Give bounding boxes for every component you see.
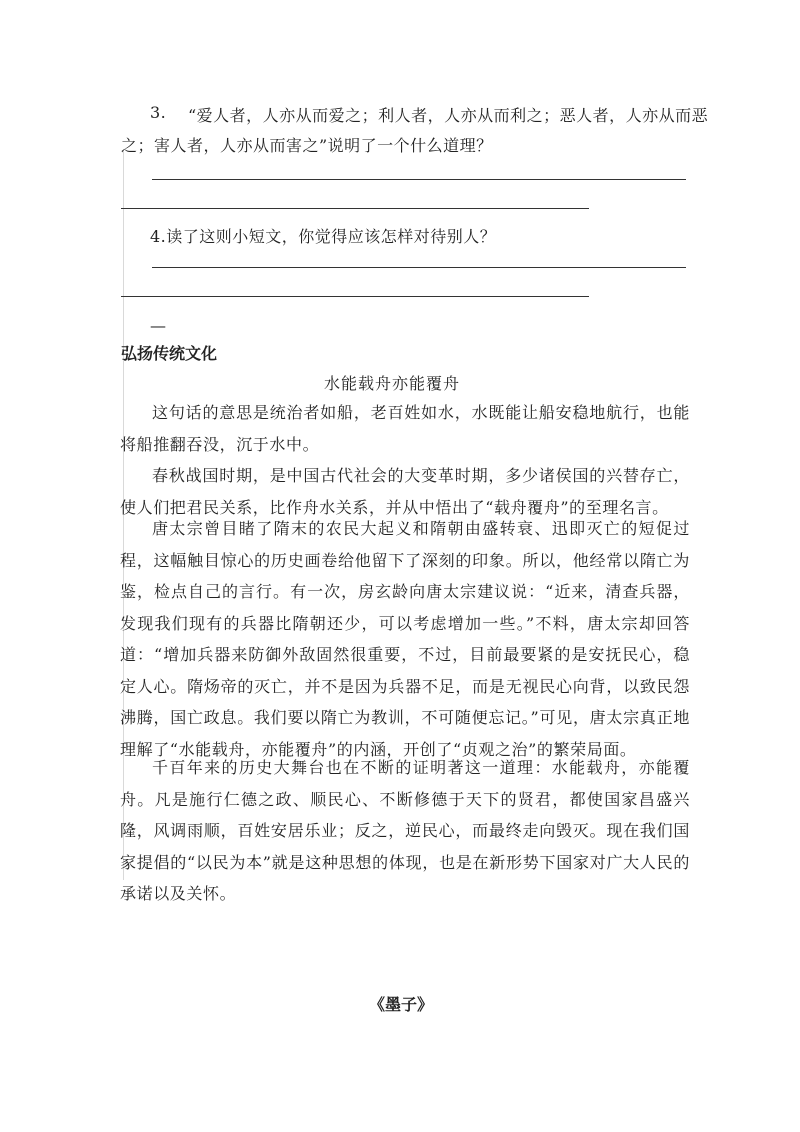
question-3-line-1: “爱人者，人亦从而爱之；利人者，人亦从而利之；恶人者，人亦从而恶 — [188, 106, 709, 125]
question-4-text: 4.读了这则小短文，你觉得应该怎样对待别人？ — [150, 227, 497, 246]
answer-line — [152, 267, 686, 268]
section-heading: 弘扬传统文化 — [121, 344, 218, 363]
article-paragraph: 春秋战国时期，是中国古代社会的大变革时期，多少诸侯国的兴替存亡，使人们把君民关系，比作舟水关系，并从中悟出了“载舟覆舟”的至理名言。 — [120, 466, 690, 517]
article-title: 水能载舟亦能覆舟 — [324, 374, 461, 393]
book-title: 《墨子》 — [369, 995, 434, 1014]
article-paragraph: 唐太宗曾目睹了隋末的农民大起义和隋朝由盛转衰、迅即灭亡的短促过程，这幅触目惊心的历史画卷给他留下了深刻的印象。所以，他经常以隋亡为鉴，检点自己的言行。有一次，房玄龄向唐太宗建议说：“近来，清查兵器，发现我们现有的兵器比隋朝还少，可以考虑增加一些。”不料，唐太宗却回答道：“增加兵器来防御外敌固然很重要，不过，目前最要紧的是安抚民心，稳定人心。隋炀帝的灭亡，并不是因为兵器不足，而是无视民心向背，以致民怨沸腾，国亡政息。我们要以隋亡为教训，不可随便忘记。”可见，唐太宗真正地理解了“水能载舟，亦能覆舟”的内涵，开创了“贞观之治”的繁荣局面。 — [120, 519, 690, 759]
article-paragraph: 千百年来的历史大舞台也在不断的证明著这一道理：水能载舟，亦能覆舟。凡是施行仁德之政、顺民心、不断修德于天下的贤君，都使国家昌盛兴隆，风调雨顺，百姓安居乐业；反之，逆民心，而最终走向毁灭。现在我们国家提倡的“以民为本”就是这种思想的体现，也是在新形势下国家对广大人民的承诺以及关怀。 — [120, 758, 690, 903]
answer-line — [152, 179, 686, 180]
answer-line — [121, 296, 589, 297]
section-dash: — — [150, 316, 167, 335]
answer-line — [121, 208, 589, 209]
question-3-number: 3. — [150, 103, 167, 122]
question-3-line-2: 之；害人者，人亦从而害之”说明了一个什么道理？ — [121, 136, 493, 155]
article-paragraph: 这句话的意思是统治者如船，老百姓如水，水既能让船安稳地航行，也能将船推翻吞没，沉于水中。 — [120, 403, 690, 454]
